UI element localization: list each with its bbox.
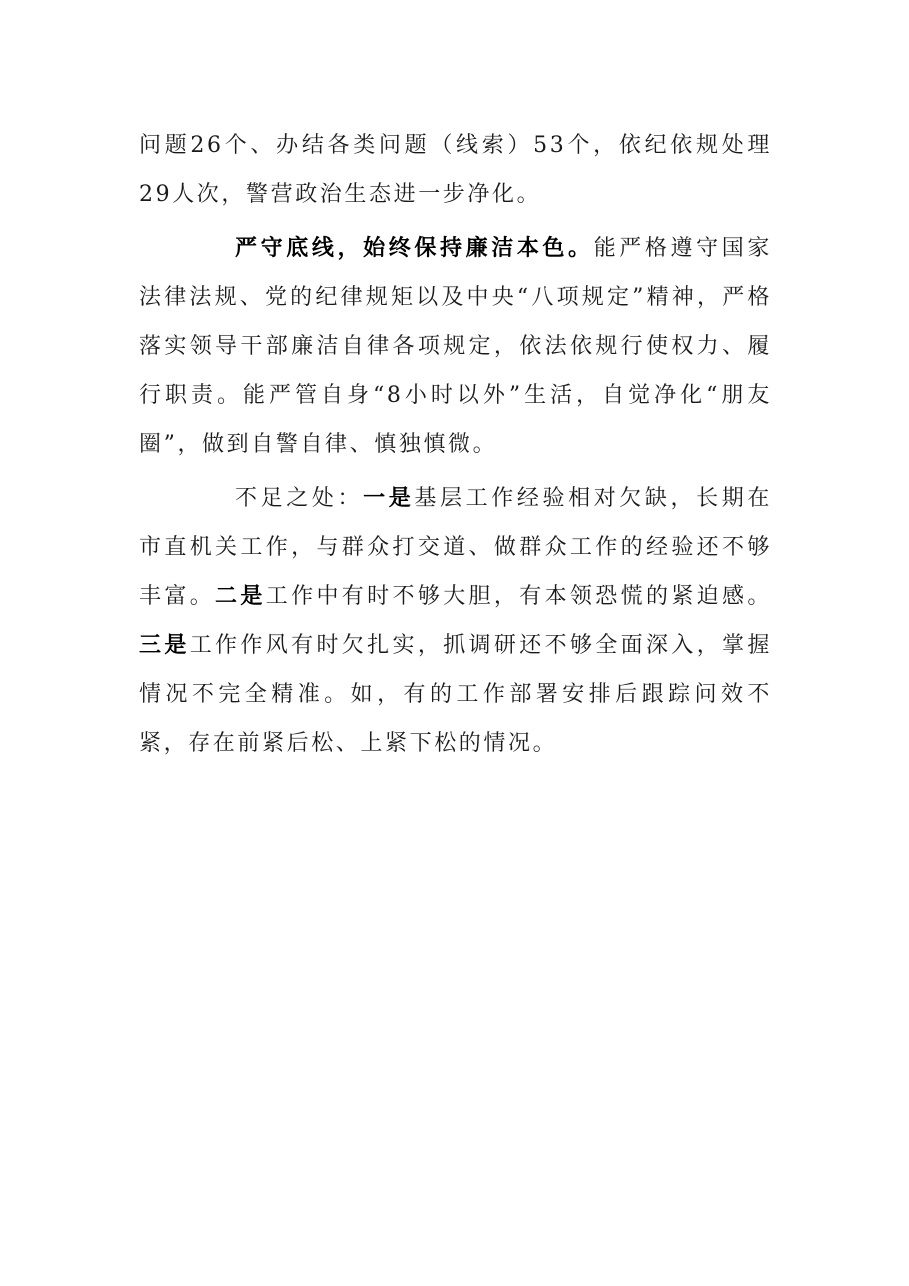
paragraph-statistics [139,121,772,219]
paragraph-heading: 严守底线，始终保持廉洁本色。 [235,235,594,261]
paragraph-shortcomings [139,474,772,768]
point-text: 基层工作经验相对欠缺，长期在市直机关工作，与群众打交道、做群众工作的经验还不够丰富。 [139,486,773,609]
paragraph-text: 问题26个、办结各类问题（线索）53个，依纪依规处理29人次，警营政治生态进一步净化。 [139,133,772,207]
point-text: 工作中有时不够大胆，有本领恐慌的紧迫感。 [265,584,772,609]
paragraph-body [139,224,772,469]
point-label: 一是 [363,485,415,511]
shortcomings-intro: 不足之处： [235,486,364,511]
point-text: 工作作风有时欠扎实，抓调研还不够全面深入，掌握情况不完全精准。如，有的工作部署安排后跟踪问效不紧，存在前紧后松、上紧下松的情况。 [139,633,772,756]
paragraph-body [139,474,772,768]
paragraph-text: 能严格遵守国家法律法规、党的纪律规矩以及中央“八项规定”精神，严格落实领导干部廉洁自律各项规定，依法依规行使权力、履行职责。能严管自身“8小时以外”生活，自觉净化“朋友圈”，做到自警自律、慎独慎微。 [139,236,773,457]
point-label: 二是 [215,583,266,609]
point-label: 三是 [139,632,190,658]
paragraph-integrity [139,224,772,469]
